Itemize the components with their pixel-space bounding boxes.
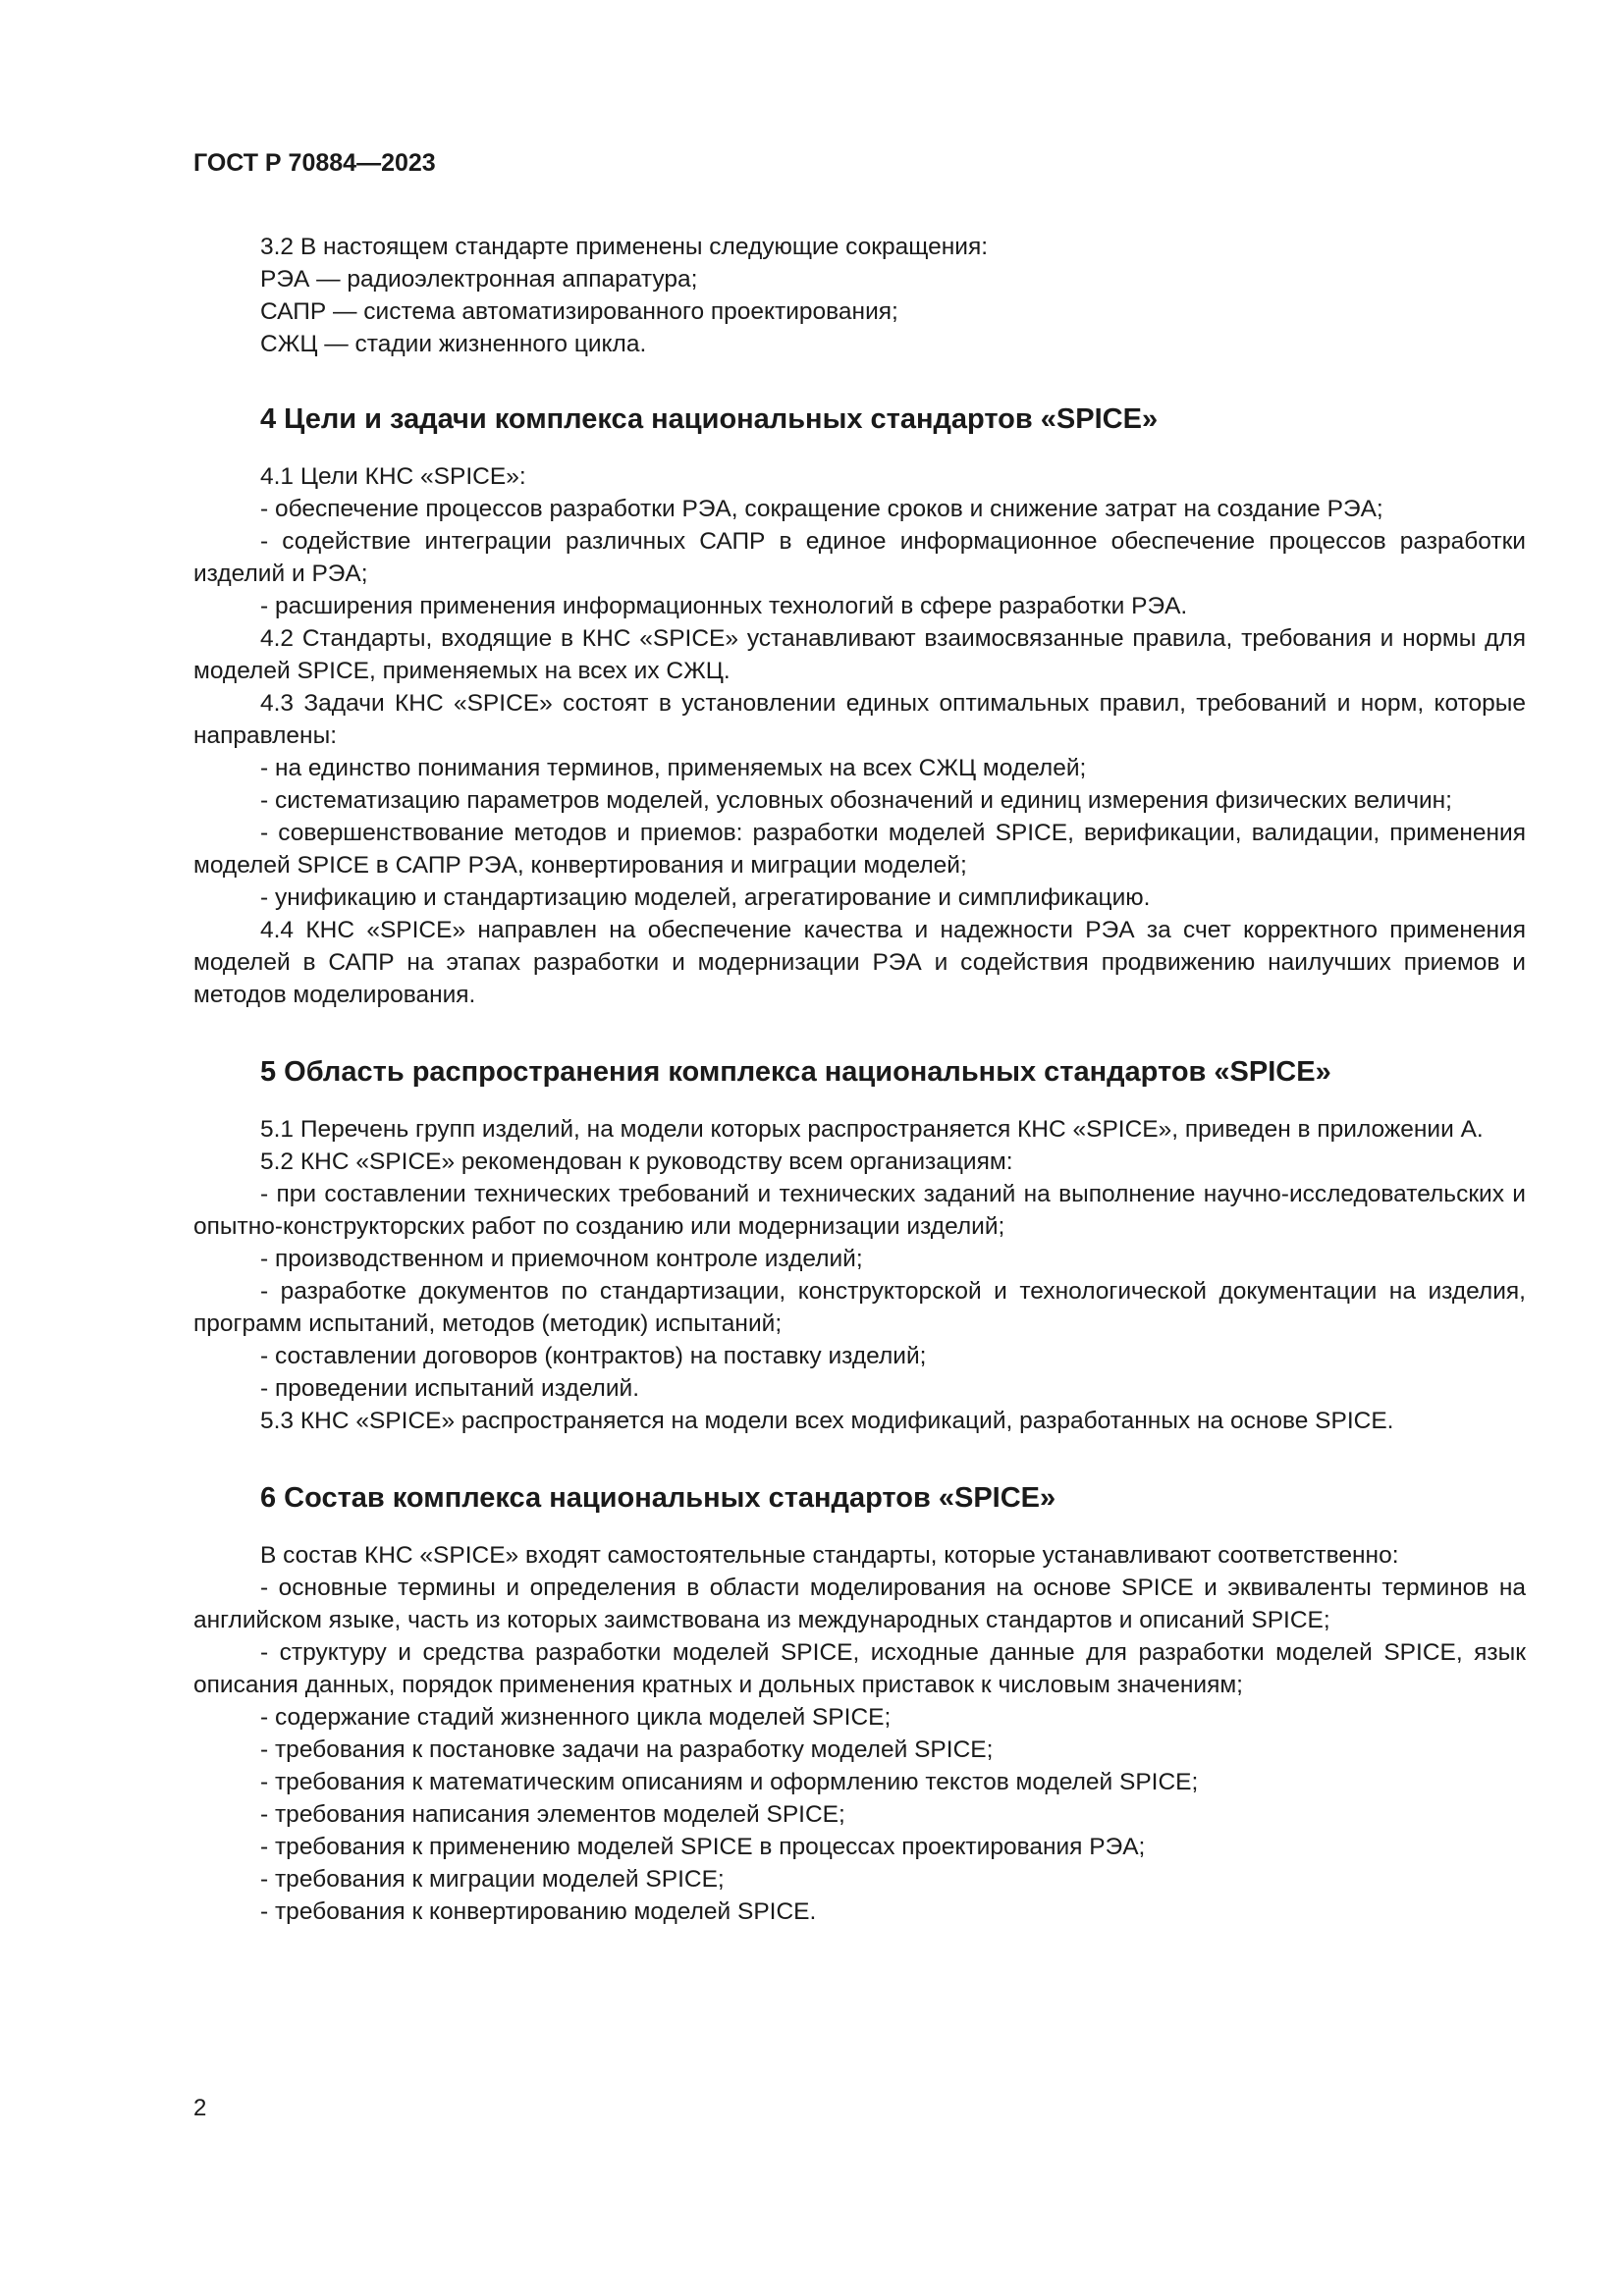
- list-item: - при составлении технических требований и технических заданий на выполнение научно-исследовательских и опытно-конструкторских работ по созданию или модернизации изделий;: [193, 1181, 1526, 1240]
- list-item: - систематизацию параметров моделей, условных обозначений и единиц измерения физических величин;: [260, 787, 1452, 814]
- section-6-title: 6 Состав комплекса национальных стандартов «SPICE»: [260, 1482, 1056, 1514]
- list-item: - совершенствование методов и приемов: разработки моделей SPICE, верификации, валидации, применения моделей SPICE в САПР РЭА, конвертирования и миграции моделей;: [193, 820, 1526, 879]
- list-item: - требования к миграции моделей SPICE;: [260, 1866, 725, 1893]
- list-item: - проведении испытаний изделий.: [260, 1375, 639, 1402]
- list-item: - содержание стадий жизненного цикла моделей SPICE;: [260, 1704, 892, 1731]
- list-item: - унификацию и стандартизацию моделей, агрегатирование и симплификацию.: [260, 884, 1151, 911]
- paragraph-3-2: 3.2 В настоящем стандарте применены следующие сокращения:: [260, 234, 989, 260]
- paragraph-4-2: 4.2 Стандарты, входящие в КНС «SPICE» устанавливают взаимосвязанные правила, требования и нормы для моделей SPICE, применяемых на всех их СЖЦ.: [193, 625, 1526, 684]
- list-item: - расширения применения информационных технологий в сфере разработки РЭА.: [260, 593, 1188, 619]
- list-item: - требования к конвертированию моделей SPICE.: [260, 1898, 817, 1925]
- abbreviation-sapr: САПР — система автоматизированного проектирования;: [260, 298, 898, 325]
- list-item: - обеспечение процессов разработки РЭА, сокращение сроков и снижение затрат на создание РЭА;: [260, 496, 1383, 522]
- page-number: 2: [193, 2095, 207, 2121]
- list-item: - структуру и средства разработки моделей SPICE, исходные данные для разработки моделей SPICE, язык описания данных, порядок применения кратных и дольных приставок к числовым значениям;: [193, 1639, 1526, 1698]
- paragraph-5-2: 5.2 КНС «SPICE» рекомендован к руководству всем организациям:: [260, 1148, 1013, 1175]
- paragraph-6-intro: В состав КНС «SPICE» входят самостоятельные стандарты, которые устанавливают соответственно:: [260, 1542, 1399, 1569]
- list-item: - требования к применению моделей SPICE в процессах проектирования РЭА;: [260, 1834, 1146, 1860]
- section-5-body: [193, 1113, 1526, 1437]
- list-item: - содействие интеграции различных САПР в единое информационное обеспечение процессов разработки изделий и РЭА;: [193, 528, 1526, 587]
- list-item: - основные термины и определения в области моделирования на основе SPICE и эквиваленты терминов на английском языке, часть из которых заимствована из международных стандартов и описаний SPICE;: [193, 1575, 1526, 1633]
- list-item: - на единство понимания терминов, применяемых на всех СЖЦ моделей;: [260, 755, 1087, 781]
- section-3-abbreviations: [193, 231, 1526, 360]
- abbreviation-rea: РЭА — радиоэлектронная аппаратура;: [260, 266, 698, 293]
- list-item: - производственном и приемочном контроле изделий;: [260, 1246, 863, 1272]
- section-6-body: [193, 1539, 1526, 1928]
- abbreviation-szhc: СЖЦ — стадии жизненного цикла.: [260, 331, 647, 357]
- list-item: - составлении договоров (контрактов) на поставку изделий;: [260, 1343, 927, 1369]
- paragraph-4-4: 4.4 КНС «SPICE» направлен на обеспечение качества и надежности РЭА за счет корректного применения моделей в САПР на этапах разработки и модернизации РЭА и содействия продвижению наилучших приемов и методов моделирования.: [193, 917, 1526, 1008]
- list-item: - требования к математическим описаниям и оформлению текстов моделей SPICE;: [260, 1769, 1199, 1795]
- list-item: - требования к постановке задачи на разработку моделей SPICE;: [260, 1736, 994, 1763]
- section-4-title: 4 Цели и задачи комплекса национальных стандартов «SPICE»: [260, 403, 1159, 435]
- list-item: - разработке документов по стандартизации, конструкторской и технологической документации на изделия, программ испытаний, методов (методик) испытаний;: [193, 1278, 1526, 1337]
- paragraph-5-3: 5.3 КНС «SPICE» распространяется на модели всех модификаций, разработанных на основе SPICE.: [260, 1408, 1394, 1434]
- paragraph-4-3: 4.3 Задачи КНС «SPICE» состоят в установлении единых оптимальных правил, требований и норм, которые направлены:: [193, 690, 1526, 749]
- document-page: [193, 147, 1526, 1928]
- paragraph-5-1: 5.1 Перечень групп изделий, на модели которых распространяется КНС «SPICE», приведен в приложении А.: [260, 1116, 1484, 1143]
- document-code-header: ГОСТ Р 70884—2023: [193, 149, 436, 177]
- section-4-body: [193, 460, 1526, 1011]
- paragraph-4-1: 4.1 Цели КНС «SPICE»:: [260, 463, 526, 490]
- list-item: - требования написания элементов моделей SPICE;: [260, 1801, 845, 1828]
- section-5-title: 5 Область распространения комплекса национальных стандартов «SPICE»: [260, 1056, 1331, 1088]
